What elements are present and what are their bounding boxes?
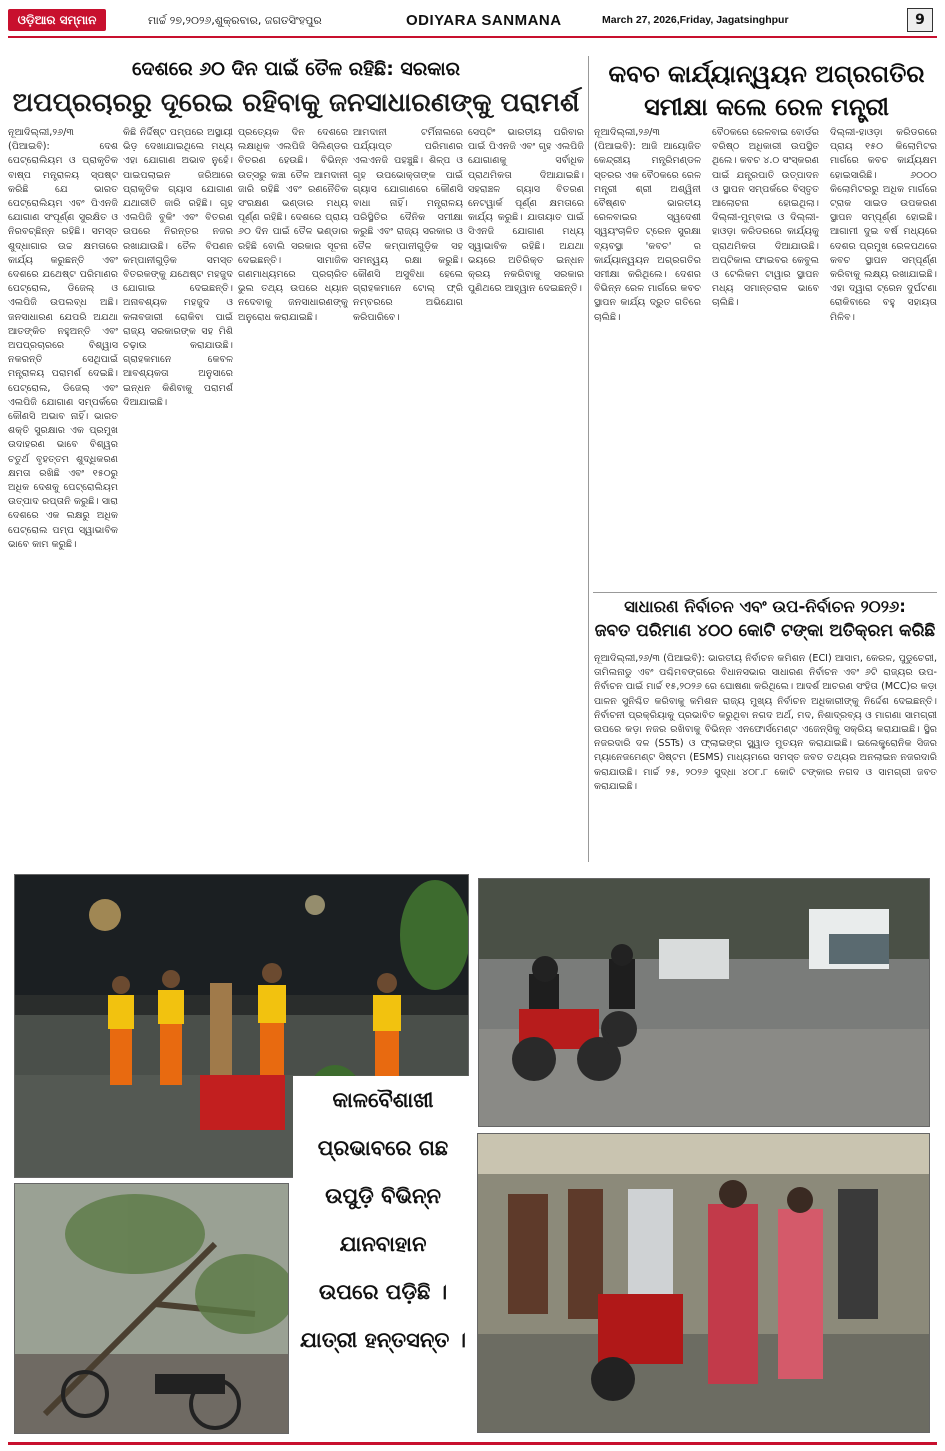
fallen-tree-image xyxy=(15,1184,289,1434)
newspaper-logo[interactable]: ଓଡ଼ିଆର ସମ୍ମାନ xyxy=(8,9,106,31)
column-divider xyxy=(588,56,589,862)
story1-headline[interactable]: ଅପପ୍ରଚାରରୁ ଦୂରେଇ ରହିବାକୁ ଜନସାଧାରଣଙ୍କୁ ପରାମର୍ଶ xyxy=(12,88,580,118)
story3-text: ନୂଆଦିଲ୍ଲୀ,୨୬/୩ (ପିଆଇବି): ଭାରତୀୟ ନିର୍ବାଚନ କମିଶନ (ECI) ଆସାମ, କେରଳ, ପୁଡୁଚେରୀ, ତାମିଲନାଡୁ ଏବଂ ପଶ୍ଚିମବଙ୍ଗରେ ବିଧାନସଭାର ସାଧାରଣ ନିର୍ବାଚନ ଏବଂ ୬ଟି ରାଜ୍ୟର ଉପ-ନିର୍ବାଚନ ପାଇଁ ମାର୍ଚ୍ଚ ୧୫,୨୦୨୬ ରେ ଘୋଷଣା କରିଥିଲେ। ଆଦର୍ଶ ଆଚରଣ ସଂହିତା (MCC)ର କଡ଼ା ପାଳନ ସୁନିଶ୍ଚିତ କରିବାକୁ କମିଶନ ରାଜ୍ୟ ମୁଖ୍ୟ ନିର୍ବାଚନ ଅଧିକାରୀଙ୍କୁ ନିର୍ଦ୍ଦେଶ ଦେଇଛନ୍ତି। ନିର୍ବାଚନୀ ପ୍ରକ୍ରିୟାକୁ ପ୍ରଭାବିତ କରୁଥିବା ନଗଦ ଅର୍ଥ, ମଦ, ନିଶାଦ୍ରବ୍ୟ ଓ ମାଗଣା ସାମଗ୍ରୀ ଉପରେ କଡ଼ା ନଜର ରଖିବାକୁ ବିଭିନ୍ନ ଏନଫୋର୍ସମେଣ୍ଟ ଏଜେନ୍ସିକୁ ସକ୍ରିୟ କରାଯାଇଛି। ସ୍ଥିର ନଜରଦାରି ଦଳ (SSTs) ଓ ଫ୍ଲାଇଙ୍ଗ ସ୍କ୍ୱାଡ ମୁତୟନ କରାଯାଇଛି। ଇଲେକ୍ଟ୍ରୋନିକ ସିଜର ମ୍ୟାନେଜମେଣ୍ଟ ସିଷ୍ଟମ (ESMS) ମାଧ୍ୟମରେ ସମସ୍ତ ଜବତ ତଥ୍ୟର ଅନଲାଇନ ନଜରଦାରି କରାଯାଉଛି। ମାର୍ଚ୍ଚ ୨୫, ୨୦୨୬ ସୁଦ୍ଧା ୪୦୮.୮ କୋଟି ଟଙ୍କାର ନଗଦ ଓ ସାମଗ୍ରୀ ଜବତ କରାଯାଇଛି। xyxy=(594,653,937,792)
story1-column-3 xyxy=(238,126,348,862)
caption-line-4: ଯାନବାହାନ xyxy=(339,1232,427,1256)
story3-top-rule xyxy=(593,592,937,593)
photo-fallen-tree[interactable] xyxy=(14,1183,289,1434)
story2-headline-line1: କବଚ କାର୍ଯ୍ୟାନ୍ୱୟନ ଅଗ୍ରଗତିର xyxy=(608,60,925,88)
photo-caption-box xyxy=(293,1076,473,1431)
flooded-market-image xyxy=(478,1134,930,1433)
story1-column-5 xyxy=(468,126,584,862)
newspaper-title: ODIYARA SANMANA xyxy=(406,12,562,29)
story1-text-1: ନୂଆଦିଲ୍ଲୀ,୨୬/୩ (ପିଆଇବି): ଦେଶ ପେଟ୍ରୋଲିୟମ ଓ ପ୍ରାକୃତିକ ବାଷ୍ପ ମନ୍ତ୍ରାଳୟ ସ୍ପଷ୍ଟ କରିଛି ଯେ ଭାରତ ପେଟ୍ରୋଲିୟମ ଏବଂ ପିଏନଜି ଯୋଗାଣ ସଂପୂର୍ଣ୍ଣ ସୁରକ୍ଷିତ ଓ ନିରବଚ୍ଛିନ୍ନ ରହିଛି। ସମସ୍ତ ଶୁଦ୍ଧାଗାର ଉଚ୍ଚ କ୍ଷମତାରେ କାର୍ଯ୍ୟ କରୁଛନ୍ତି ଏବଂ ଦେଶରେ ଯଥେଷ୍ଟ ପରିମାଣର ପେଟ୍ରୋଲ, ଡିଜେଲ୍ ଓ ଏଲପିଜି ଉପଲବ୍ଧ ଅଛି। ଜନସାଧାରଣ ଯେପରି ଅଯଥା ଆତଙ୍କିତ ନହୁଅନ୍ତି ଏବଂ ଅପପ୍ରଚାରରେ ବିଶ୍ୱାସ ନକରନ୍ତି ସେଥିପାଇଁ ମନ୍ତ୍ରାଳୟ ପରାମର୍ଶ ଦେଇଛି। ପେଟ୍ରୋଲ, ଡିଜେଲ୍ ଏବଂ ଏଲପିଜି ଯୋଗାଣ ସମ୍ପର୍କରେ କୌଣସି ଅଭାବ ନାହିଁ। ଭାରତ ଶକ୍ତି ସୁରକ୍ଷାର ଏକ ପ୍ରମୁଖ ଉଦାହରଣ ଭାବେ ବିଶ୍ୱର ଚତୁର୍ଥ ବୃହତ୍ତମ ଶୁଦ୍ଧିକରଣ କ୍ଷମତା ରଖିଛି ଏବଂ ୧୫୦ରୁ ଅଧିକ ଦେଶକୁ ପେଟ୍ରୋଲିୟମ ଉତ୍ପାଦ ରପ୍ତାନି କରୁଛି। ସାରା ଦେଶରେ ଏକ ଲକ୍ଷରୁ ଅଧିକ ପେଟ୍ରୋଲ ପମ୍ପ ସ୍ୱାଭାବିକ ଭାବେ କାମ କରୁଛି। xyxy=(8,127,118,550)
story2-headline[interactable] xyxy=(596,58,937,124)
story2-column-3 xyxy=(830,126,937,588)
story1-text-2: କିଛି ନିର୍ଦ୍ଦିଷ୍ଟ ପମ୍ପରେ ଅସ୍ଥାୟୀ ଭିଡ଼ ଦେଖାଯାଇଥିଲେ ମଧ୍ୟ ଏହା ଯୋଗାଣ ଅଭାବ ନୁହେଁ। ପାଇପଲାଇନ ଜରିଆରେ ପ୍ରାକୃତିକ ଗ୍ୟାସ ଯୋଗାଣ ଯଥାରୀତି ଜାରି ରହିଛି। ଗୃହ ଏଲପିଜି ବୁକିଂ ଏବଂ ବିତରଣ ଉପରେ ନିରନ୍ତର ନଜର ରଖାଯାଉଛି। ତୈଳ ବିପଣନ କମ୍ପାନୀଗୁଡ଼ିକ ସମସ୍ତ ବିତରକଙ୍କୁ ଯଥେଷ୍ଟ ମହଜୁଦ ଯୋଗାଇ ଦେଇଛନ୍ତି। ଅନାବଶ୍ୟକ ମହଜୁଦ ଓ କଳାବଜାରୀ ରୋକିବା ପାଇଁ ରାଜ୍ୟ ସରକାରଙ୍କ ସହ ମିଶି ଚଢ଼ାଉ କରାଯାଉଛି। ଗ୍ରାହକମାନେ କେବଳ ଆବଶ୍ୟକତା ଅନୁସାରେ ଇନ୍ଧନ କିଣିବାକୁ ପରାମର୍ଶ ଦିଆଯାଇଛି। xyxy=(123,127,233,408)
photo-flooded-market[interactable] xyxy=(477,1133,930,1433)
story2-column-2 xyxy=(712,126,819,588)
story1-text-5: ସେପ୍ଟିଂ ଭାରତୀୟ ପରିବାର ପାଇଁ ପିଏନଜି ଏବଂ ଗୃହ ଏଲପିଜି ଯୋଗାଣକୁ ସର୍ବାଧିକ ପ୍ରାଥମିକତା ଦିଆଯାଇଛି। ସହରାଞ୍ଚଳ ଗ୍ୟାସ ବିତରଣ ନେଟୱାର୍କ ପୂର୍ଣ୍ଣ କ୍ଷମତାରେ କାର୍ଯ୍ୟ କରୁଛି। ଯାତାୟାତ ପାଇଁ ସିଏନଜି ଯୋଗାଣ ମଧ୍ୟ ସ୍ୱାଭାବିକ ରହିଛି। ଅଯଥା ଭୟରେ ଅତିରିକ୍ତ ଇନ୍ଧନ କ୍ରୟ ନକରିବାକୁ ସରକାର ପୁଣିଥରେ ଆହ୍ୱାନ ଦେଇଛନ୍ତି। xyxy=(468,127,584,295)
story2-text-3: ଦିଲ୍ଲୀ-ହାଓଡ଼ା କରିଡରରେ ପ୍ରାୟ ୧୫୦ କିଲୋମିଟର ମାର୍ଗରେ କବଚ କାର୍ଯ୍ୟକ୍ଷମ ହୋଇସାରିଛି। ୬୦୦୦ କିଲୋମିଟରରୁ ଅଧିକ ମାର୍ଗରେ ଟ୍ରାକ ସାଇଡ ଉପକରଣ ସ୍ଥାପନ ସମ୍ପୂର୍ଣ୍ଣ ହୋଇଛି। ଆଗାମୀ ଦୁଇ ବର୍ଷ ମଧ୍ୟରେ ଦେଶର ପ୍ରମୁଖ ରେଳପଥରେ କବଚ ସ୍ଥାପନ ସମ୍ପୂର୍ଣ୍ଣ କରିବାକୁ ଲକ୍ଷ୍ୟ ରଖାଯାଇଛି। ଏହା ଦ୍ୱାରା ଟ୍ରେନ ଦୁର୍ଘଟଣା ରୋକିବାରେ ବହୁ ସହାୟତା ମିଳିବ। xyxy=(830,127,937,323)
story2-text-2: ବୈଠକରେ ରେଳବାଇ ବୋର୍ଡର ବରିଷ୍ଠ ଅଧିକାରୀ ଉପସ୍ଥିତ ଥିଲେ। କବଚ ୪.୦ ସଂସ୍କରଣ ପାଇଁ ଯନ୍ତ୍ରପାତି ଉତ୍ପାଦନ ଓ ସ୍ଥାପନ ସମ୍ପର୍କରେ ବିସ୍ତୃତ ଆଲୋଚନା ହୋଇଥିଲା। ଦିଲ୍ଲୀ-ମୁମ୍ବାଇ ଓ ଦିଲ୍ଲୀ-ହାଓଡ଼ା କରିଡରରେ କାର୍ଯ୍ୟକୁ ପ୍ରାଥମିକତା ଦିଆଯାଉଛି। ଅପ୍ଟିକାଲ ଫାଇବର କେବୁଲ ଓ ଟେଲିକମ ଟାୱାର ସ୍ଥାପନ ମଧ୍ୟ ସମାନ୍ତରାଳ ଭାବେ ଚାଲିଛି। xyxy=(712,127,819,309)
story1-kicker: ଦେଶରେ ୬୦ ଦିନ ପାଇଁ ତୈଳ ରହିଛି: ସରକାର xyxy=(131,58,460,80)
story2-headline-line2: ସମୀକ୍ଷା କଲେ ରେଳ ମନ୍ତ୍ରୀ xyxy=(644,93,889,121)
footer-rule xyxy=(8,1442,937,1445)
caption-line-2: ପ୍ରଭାବରେ ଗଛ xyxy=(317,1136,449,1160)
caption-line-6: ଯାତ୍ରୀ ହନ୍ତସନ୍ତ । xyxy=(299,1328,467,1352)
photo-bikers-rain[interactable] xyxy=(478,878,930,1127)
story1-text-4: ଆମଦାନୀ ଟର୍ମିନାଲରେ ପର୍ଯ୍ୟାପ୍ତ ପରିମାଣର ଏଲଏନଜି ପହଞ୍ଚୁଛି। ଶିଳ୍ପ ଓ ଗୃହ ଉପଭୋକ୍ତାଙ୍କ ପାଇଁ ଗ୍ୟାସ ଯୋଗାଣରେ କୌଣସି ବାଧା ନାହିଁ। ମନ୍ତ୍ରାଳୟ ପରିସ୍ଥିତିର ଦୈନିକ ସମୀକ୍ଷା କରୁଛି ଏବଂ ରାଜ୍ୟ ସରକାର ଓ ତୈଳ କମ୍ପାନୀଗୁଡ଼ିକ ସହ ସମନ୍ୱୟ ରକ୍ଷା କରୁଛି। କୌଣସି ଅସୁବିଧା ହେଲେ ଗ୍ରାହକମାନେ ଟୋଲ୍ ଫ୍ରି ନମ୍ବରରେ ଅଭିଯୋଗ କରିପାରିବେ। xyxy=(353,127,463,323)
date-odia: ମାର୍ଚ୍ଚ ୨୭,୨୦୨୬,ଶୁକ୍ରବାର, ଜଗତସିଂହପୁର xyxy=(148,14,322,27)
story3-kicker: ସାଧାରଣ ନିର୍ବାଚନ ଏବଂ ଉପ-ନିର୍ବାଚନ ୨୦୨୬: xyxy=(624,597,906,616)
story1-column-2 xyxy=(123,126,233,862)
story1-text-3: ପ୍ରତ୍ୟେକ ଦିନ ଦେଶରେ ଲକ୍ଷାଧିକ ଏଲପିଜି ସିଲିଣ୍ଡର ବିତରଣ ହେଉଛି। ବିଭିନ୍ନ ଉତ୍ସରୁ କଞ୍ଚା ତୈଳ ଆମଦାନୀ ଜାରି ରହିଛି ଏବଂ ରଣନୈତିକ ସଂରକ୍ଷଣ ଭଣ୍ଡାର ମଧ୍ୟ ପୂର୍ଣ୍ଣ ରହିଛି। ଦେଶରେ ପ୍ରାୟ ୬୦ ଦିନ ପାଇଁ ତୈଳ ଭଣ୍ଡାର ରହିଛି ବୋଲି ସରକାର ସୂଚନା ଦେଇଛନ୍ତି। ସାମାଜିକ ଗଣମାଧ୍ୟମରେ ପ୍ରଚାରିତ ଭୁଲ ତଥ୍ୟ ଉପରେ ଧ୍ୟାନ ନଦେବାକୁ ଜନସାଧାରଣଙ୍କୁ ଅନୁରୋଧ କରାଯାଇଛି। xyxy=(238,127,348,323)
masthead xyxy=(8,8,937,38)
caption-line-3: ଉପୁଡ଼ି ବିଭିନ୍ନ xyxy=(325,1184,441,1208)
story1-column-4 xyxy=(353,126,463,862)
page-number: 9 xyxy=(907,8,933,32)
story3-headline: ଜବତ ପରିମାଣ ୪୦୦ କୋଟି ଟଙ୍କା ଅତିକ୍ରମ କରିଛି xyxy=(594,621,936,641)
bikers-rain-image xyxy=(479,879,930,1127)
story3-body xyxy=(594,652,937,862)
caption-line-1: କାଳବୈଶାଖୀ xyxy=(332,1088,434,1112)
story2-column-1 xyxy=(594,126,701,588)
story2-text-1: ନୂଆଦିଲ୍ଲୀ,୨୬/୩ (ପିଆଇବି): ଆଜି ଆୟୋଜିତ କେନ୍ଦ୍ରୀୟ ମନ୍ତ୍ରିମଣ୍ଡଳ ସ୍ତରର ଏକ ବୈଠକରେ ରେଳ ମନ୍ତ୍ରୀ ଶ୍ରୀ ଅଶ୍ୱିନୀ ବୈଷ୍ଣବ ଭାରତୀୟ ରେଳବାଇର ସ୍ୱଦେଶୀ ସ୍ୱୟଂଚାଳିତ ଟ୍ରେନ ସୁରକ୍ଷା ବ୍ୟବସ୍ଥା 'କବଚ' ର କାର୍ଯ୍ୟାନ୍ୱୟନ ଅଗ୍ରଗତିର ସମୀକ୍ଷା କରିଥିଲେ। ଦେଶର ବିଭିନ୍ନ ରେଳ ମାର୍ଗରେ କବଚ ସ୍ଥାପନ କାର୍ଯ୍ୟ ଦ୍ରୁତ ଗତିରେ ଚାଲିଛି। xyxy=(594,127,701,323)
story3-headline-block[interactable] xyxy=(593,597,937,641)
story1-column-1 xyxy=(8,126,118,862)
date-english: March 27, 2026,Friday, Jagatsinghpur xyxy=(602,14,789,26)
caption-line-5: ଉପରେ ପଡ଼ିଛି । xyxy=(318,1280,448,1304)
